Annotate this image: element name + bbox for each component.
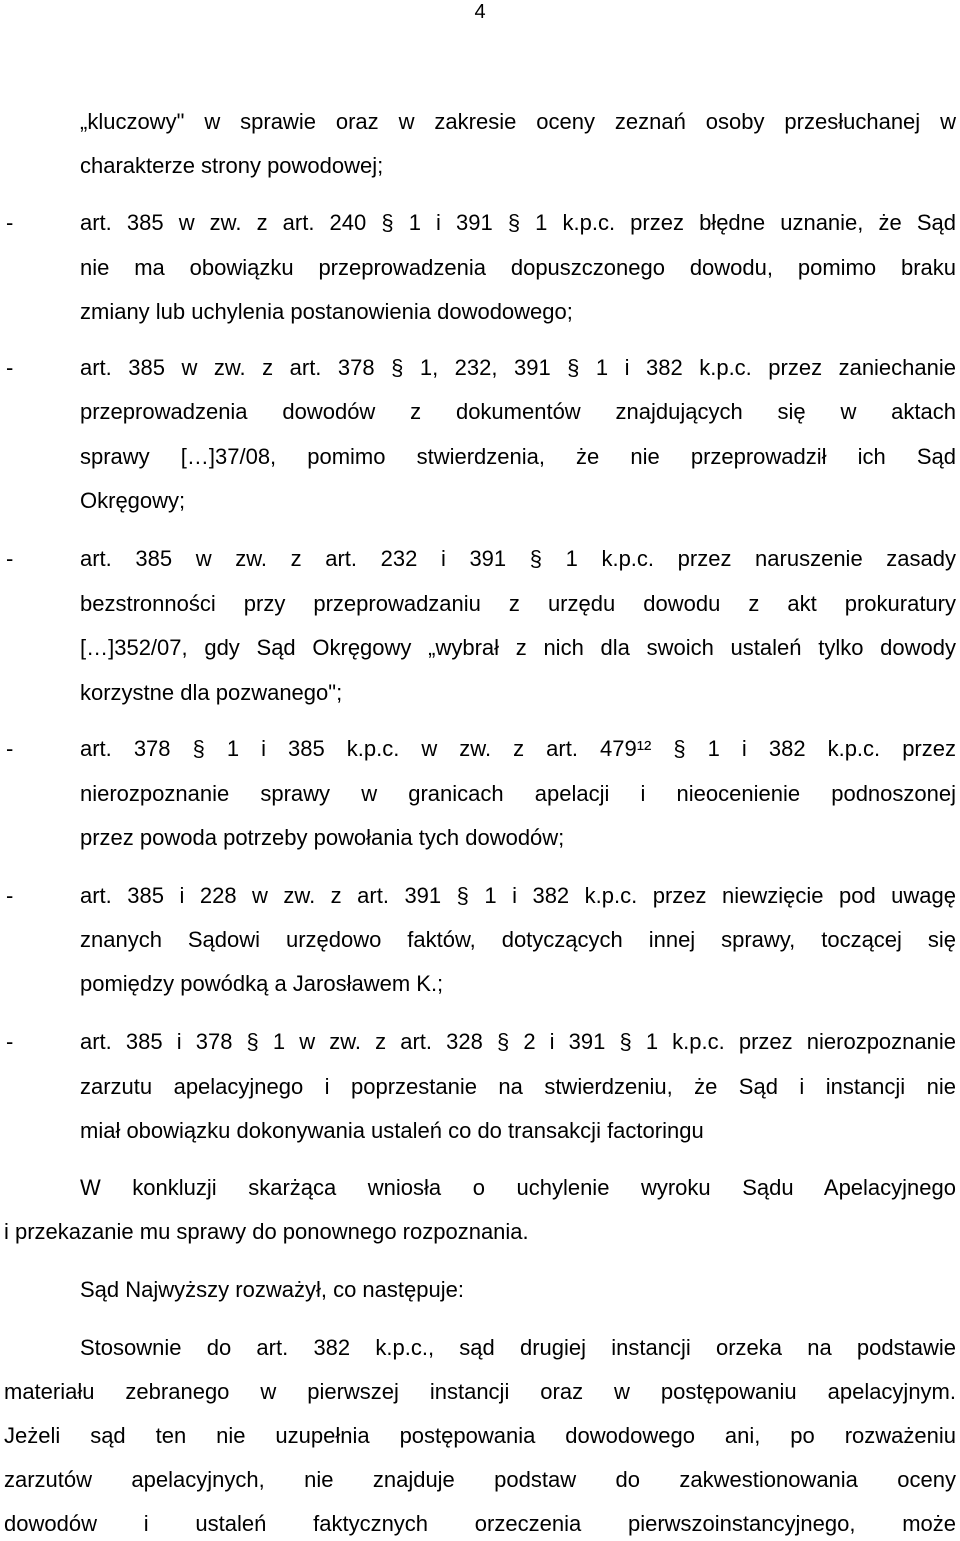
paragraph-line: dowodów i ustaleń faktycznych orzeczenia pierwszoinstancyjnego, może xyxy=(4,1511,956,1536)
list-item-line: nie ma obowiązku przeprowadzenia dopuszczonego dowodu, pomimo braku xyxy=(80,255,956,280)
list-item-line: art. 385 w zw. z art. 240 § 1 i 391 § 1 k.p.c. przez błędne uznanie, że Sąd xyxy=(80,210,956,235)
paragraph-line: i przekazanie mu sprawy do ponownego rozpoznania. xyxy=(4,1219,529,1244)
list-item-line: znanych Sądowi urzędowo faktów, dotyczących innej sprawy, toczącej się xyxy=(80,927,956,952)
list-item-line: art. 385 i 378 § 1 w zw. z art. 328 § 2 i 391 § 1 k.p.c. przez nierozpoznanie xyxy=(80,1029,956,1054)
list-item-line: art. 385 w zw. z art. 378 § 1, 232, 391 § 1 i 382 k.p.c. przez zaniechanie xyxy=(80,355,956,380)
paragraph-line: Jeżeli sąd ten nie uzupełnia postępowania dowodowego ani, po rozważeniu xyxy=(4,1423,956,1448)
list-item-line: korzystne dla pozwanego"; xyxy=(80,680,343,705)
list-dash: - xyxy=(6,210,14,235)
list-item-line: nierozpoznanie sprawy w granicach apelacji i nieocenienie podnoszonej xyxy=(80,781,956,806)
list-item-line: sprawy […]37/08, pomimo stwierdzenia, że nie przeprowadził ich Sąd xyxy=(80,444,956,469)
list-item-line: pomiędzy powódką a Jarosławem K.; xyxy=(80,971,444,996)
list-dash: - xyxy=(6,736,14,761)
list-item-line: przeprowadzenia dowodów z dokumentów znajdujących się w aktach xyxy=(80,399,956,424)
paragraph-line: W konkluzji skarżąca wniosła o uchylenie wyroku Sądu Apelacyjnego xyxy=(80,1175,956,1200)
page-number: 4 xyxy=(474,1,486,23)
list-item-line: art. 378 § 1 i 385 k.p.c. w zw. z art. 479¹² § 1 i 382 k.p.c. przez xyxy=(80,736,956,761)
list-item-line: „kluczowy" w sprawie oraz w zakresie oceny zeznań osoby przesłuchanej w xyxy=(80,109,956,134)
list-item-line: zarzutu apelacyjnego i poprzestanie na stwierdzeniu, że Sąd i instancji nie xyxy=(80,1074,956,1099)
list-item-line: Okręgowy; xyxy=(80,488,186,513)
paragraph-line: materiału zebranego w pierwszej instancji oraz w postępowaniu apelacyjnym. xyxy=(4,1379,956,1404)
list-item-line: bezstronności przy przeprowadzaniu z urzędu dowodu z akt prokuratury xyxy=(80,591,956,616)
list-item-line: przez powoda potrzeby powołania tych dowodów; xyxy=(80,825,565,850)
list-dash: - xyxy=(6,1029,14,1054)
list-item-line: charakterze strony powodowej; xyxy=(80,153,384,178)
list-item-line: miał obowiązku dokonywania ustaleń co do transakcji factoringu xyxy=(80,1118,704,1143)
list-item-line: […]352/07, gdy Sąd Okręgowy „wybrał z nich dla swoich ustaleń tylko dowody xyxy=(80,635,956,660)
paragraph-line: Stosownie do art. 382 k.p.c., sąd drugiej instancji orzeka na podstawie xyxy=(80,1335,956,1360)
list-item-line: art. 385 w zw. z art. 232 i 391 § 1 k.p.c. przez naruszenie zasady xyxy=(80,546,956,571)
paragraph-line: zarzutów apelacyjnych, nie znajduje podstaw do zakwestionowania oceny xyxy=(4,1467,956,1492)
list-dash: - xyxy=(6,355,14,380)
list-item-line: zmiany lub uchylenia postanowienia dowodowego; xyxy=(80,299,573,324)
list-item-line: art. 385 i 228 w zw. z art. 391 § 1 i 382 k.p.c. przez niewzięcie pod uwagę xyxy=(80,883,956,908)
paragraph-line: Sąd Najwyższy rozważył, co następuje: xyxy=(80,1277,464,1302)
list-dash: - xyxy=(6,883,14,908)
list-dash: - xyxy=(6,546,14,571)
